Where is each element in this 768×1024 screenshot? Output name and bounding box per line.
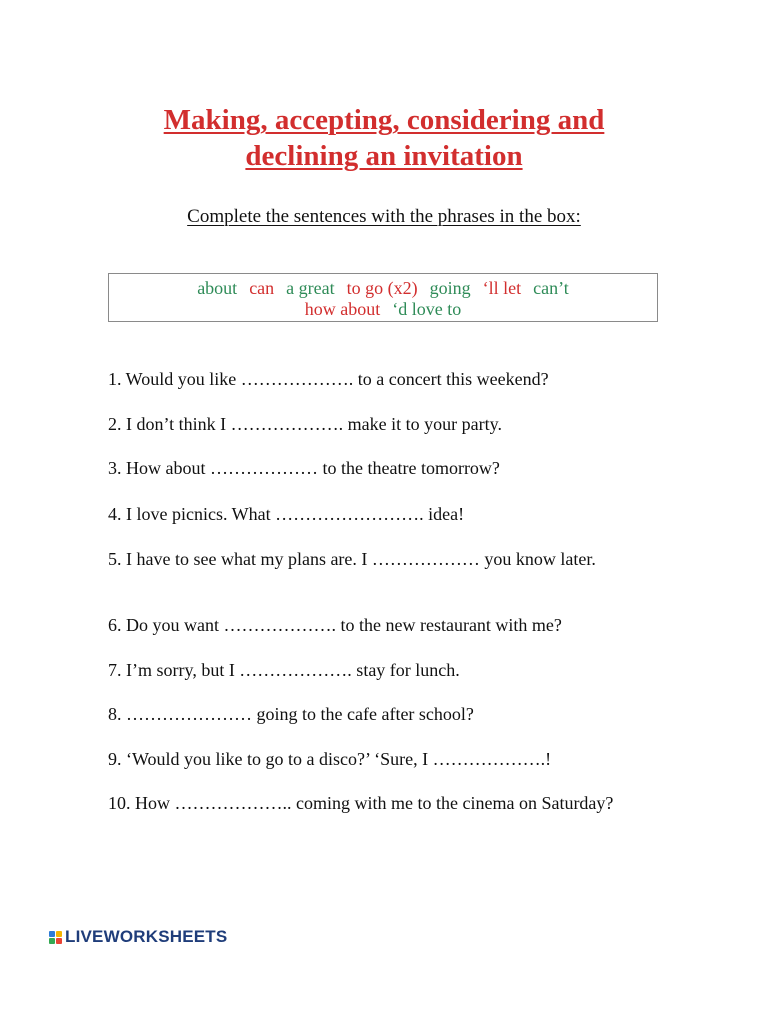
question-6: 6. Do you want ………………. to the new restaurant with me? — [108, 615, 562, 635]
phrase-about: about — [197, 278, 238, 298]
question-1: 1. Would you like ………………. to a concert this weekend? — [108, 369, 549, 389]
phrase-box-line-1 — [109, 278, 657, 299]
question-3: 3. How about ……………… to the theatre tomorrow? — [108, 458, 500, 478]
question-5: 5. I have to see what my plans are. I ……………… you know later. — [108, 549, 596, 569]
logo-text: LIVEWORKSHEETS — [65, 927, 228, 946]
phrase-to-go-x2: to go (x2) — [346, 278, 418, 298]
phrase-how-about: how about — [304, 299, 381, 319]
question-9: 9. ‘Would you like to go to a disco?’ ‘Sure, I ……………….! — [108, 749, 552, 769]
phrase-box-line-2 — [109, 299, 657, 320]
instruction-text: Complete the sentences with the phrases in the box: — [187, 206, 581, 227]
phrase-a-great: a great — [286, 278, 335, 298]
worksheet-title — [0, 102, 768, 174]
phrase-box — [108, 273, 658, 322]
title-line-2: declining an invitation — [245, 140, 523, 172]
phrase-can: can — [249, 278, 275, 298]
phrase-going: going — [429, 278, 471, 298]
phrase-ll-let: ‘ll let — [482, 278, 522, 298]
question-4: 4. I love picnics. What ……………………. idea! — [108, 504, 465, 524]
phrase-can-t: can’t — [533, 278, 569, 298]
liveworksheets-logo — [49, 927, 227, 947]
phrase-d-love-to: ‘d love to — [392, 299, 462, 319]
question-8: 8. ………………… going to the cafe after school? — [108, 704, 474, 724]
title-line-1: Making, accepting, considering and — [163, 104, 605, 136]
question-2: 2. I don’t think I ………………. make it to your party. — [108, 414, 502, 434]
liveworksheets-logo-icon — [49, 931, 62, 944]
question-7: 7. I’m sorry, but I ………………. stay for lunch. — [108, 660, 460, 680]
question-10: 10. How ……………….. coming with me to the cinema on Saturday? — [108, 793, 614, 813]
